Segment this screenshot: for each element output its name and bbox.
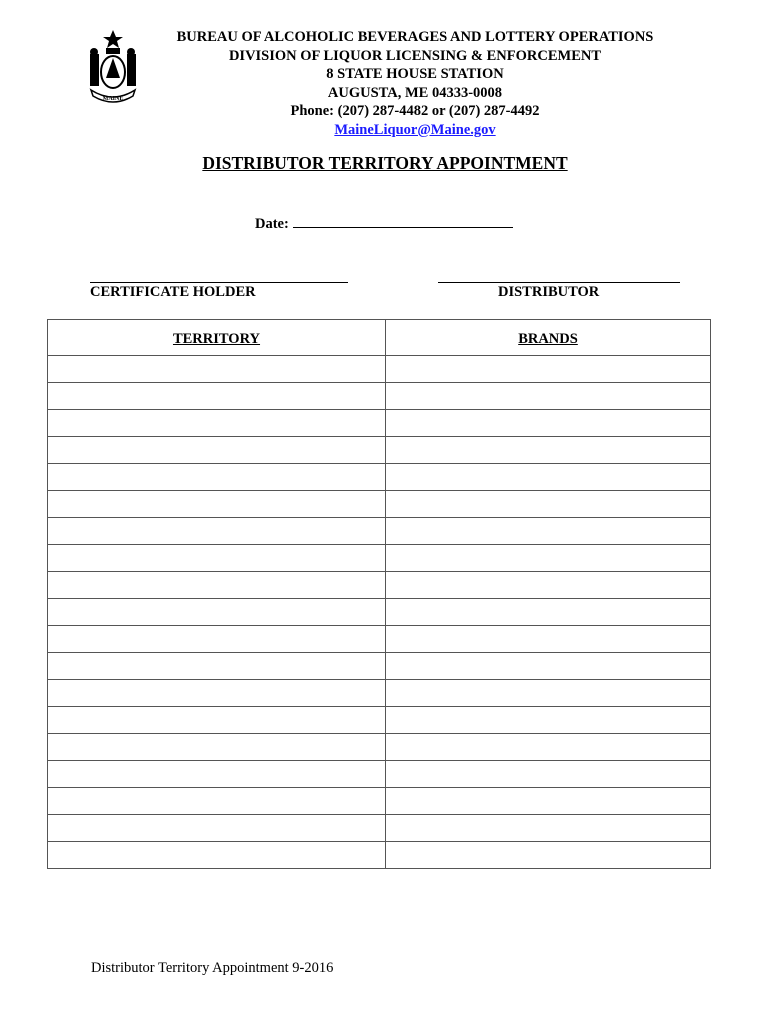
maine-state-seal-logo — [88, 28, 138, 106]
table-row — [48, 707, 711, 734]
table-row — [48, 680, 711, 707]
table-row — [48, 545, 711, 572]
brands-cell[interactable] — [386, 842, 711, 869]
territory-cell[interactable] — [48, 383, 386, 410]
brands-cell[interactable] — [386, 518, 711, 545]
table-row — [48, 842, 711, 869]
table-row — [48, 815, 711, 842]
table-row — [48, 734, 711, 761]
header-line: BUREAU OF ALCOHOLIC BEVERAGES AND LOTTERY OPERATIONS — [176, 29, 654, 45]
brands-cell[interactable] — [386, 788, 711, 815]
brands-cell[interactable] — [386, 383, 711, 410]
brands-cell[interactable] — [386, 599, 711, 626]
brands-cell[interactable] — [386, 491, 711, 518]
brands-cell[interactable] — [386, 572, 711, 599]
brands-cell[interactable] — [386, 761, 711, 788]
brands-cell[interactable] — [386, 545, 711, 572]
agency-header — [140, 28, 690, 139]
table-row — [48, 518, 711, 545]
brands-cell[interactable] — [386, 680, 711, 707]
territory-cell[interactable] — [48, 437, 386, 464]
territory-cell[interactable] — [48, 653, 386, 680]
column-header-brands: BRANDS — [386, 320, 711, 356]
territory-cell[interactable] — [48, 761, 386, 788]
territory-cell[interactable] — [48, 626, 386, 653]
territory-cell[interactable] — [48, 707, 386, 734]
table-row — [48, 599, 711, 626]
table-row — [48, 464, 711, 491]
brands-cell[interactable] — [386, 626, 711, 653]
certificate-holder-signature-line[interactable] — [90, 282, 348, 283]
territory-cell[interactable] — [48, 599, 386, 626]
table-row — [48, 788, 711, 815]
distributor-label: DISTRIBUTOR — [498, 284, 600, 300]
territory-cell[interactable] — [48, 842, 386, 869]
svg-text:MAINE: MAINE — [102, 96, 124, 102]
territory-cell[interactable] — [48, 680, 386, 707]
territory-cell[interactable] — [48, 518, 386, 545]
header-line: Phone: (207) 287-4482 or (207) 287-4492 — [290, 103, 540, 119]
table-row — [48, 356, 711, 383]
table-row — [48, 761, 711, 788]
brands-cell[interactable] — [386, 815, 711, 842]
footer-text: Distributor Territory Appointment 9-2016 — [91, 960, 334, 976]
territory-cell[interactable] — [48, 491, 386, 518]
territory-cell[interactable] — [48, 464, 386, 491]
brands-cell[interactable] — [386, 464, 711, 491]
brands-cell[interactable] — [386, 707, 711, 734]
table-row — [48, 653, 711, 680]
territory-cell[interactable] — [48, 545, 386, 572]
header-line: DIVISION OF LIQUOR LICENSING & ENFORCEMENT — [228, 47, 602, 64]
header-line: AUGUSTA, ME 04333-0008 — [327, 84, 503, 101]
header-line: 8 STATE HOUSE STATION — [326, 66, 504, 82]
table-row — [48, 437, 711, 464]
territory-cell[interactable] — [48, 788, 386, 815]
brands-cell[interactable] — [386, 356, 711, 383]
brands-cell[interactable] — [386, 437, 711, 464]
page-title: DISTRIBUTOR TERRITORY APPOINTMENT — [202, 153, 568, 173]
territory-cell[interactable] — [48, 356, 386, 383]
brands-cell[interactable] — [386, 410, 711, 437]
brands-cell[interactable] — [386, 734, 711, 761]
column-header-territory: TERRITORY — [48, 320, 386, 356]
table-row — [48, 410, 711, 437]
brands-cell[interactable] — [386, 653, 711, 680]
territory-cell[interactable] — [48, 815, 386, 842]
table-header-row — [48, 320, 711, 356]
territory-cell[interactable] — [48, 410, 386, 437]
table-row — [48, 491, 711, 518]
table-row — [48, 572, 711, 599]
distributor-signature-line[interactable] — [438, 282, 680, 283]
email-link[interactable]: MaineLiquor@Maine.gov — [334, 121, 496, 138]
table-row — [48, 383, 711, 410]
territory-cell[interactable] — [48, 734, 386, 761]
date-label: Date: — [255, 216, 289, 232]
certificate-holder-label: CERTIFICATE HOLDER — [90, 284, 256, 300]
date-field — [255, 215, 513, 233]
table-row — [48, 626, 711, 653]
territory-cell[interactable] — [48, 572, 386, 599]
territory-brands-table — [47, 319, 711, 869]
date-input-line[interactable] — [293, 215, 513, 228]
